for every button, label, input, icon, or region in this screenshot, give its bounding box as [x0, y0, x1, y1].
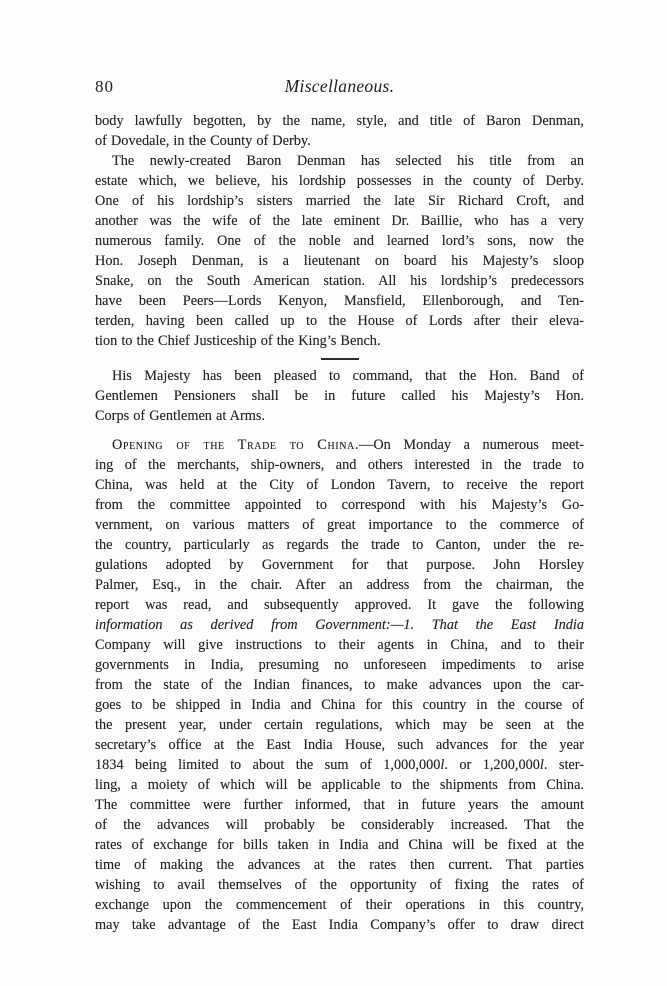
text-line: [95, 211, 584, 231]
text-segment: estate which, we believe, his lordship possesses in the county of Derby.: [95, 173, 584, 189]
text-segment: secretary’s office at the East India House, such advances for the year: [95, 737, 584, 754]
text-line: [95, 171, 584, 191]
text-line: [95, 755, 584, 775]
text-line: [95, 366, 584, 386]
text-line: [95, 515, 584, 535]
text-segment: time of making the advances at the rates then current. That parties: [95, 857, 584, 874]
text-segment: gulations adopted by Government for that purpose. John Horsley: [95, 557, 584, 574]
text-segment: . ster-: [543, 757, 584, 774]
text-line: [95, 775, 584, 795]
text-line: [95, 331, 584, 351]
text-line: [95, 895, 584, 915]
text-segment: ling, a moiety of which will be applicable to the shipments from China.: [95, 777, 584, 794]
text-line: [95, 815, 584, 835]
section-divider: [95, 351, 584, 366]
text-segment: One of his lordship’s sisters married the late Sir Richard Croft, and: [95, 193, 584, 209]
text-segment: —On Monday a numerous meet-: [359, 437, 584, 454]
text-line: [95, 735, 584, 755]
smallcaps-lead-in: Opening of the Trade to China.: [112, 437, 360, 454]
text-line: [95, 535, 584, 555]
text-segment: wishing to avail themselves of the opportunity of fixing the rates of: [95, 877, 584, 894]
text-segment: vernment, on various matters of great importance to the commerce of: [95, 517, 584, 534]
paragraph: [95, 151, 584, 351]
text-segment: exchange upon the commencement of their operations in this country,: [95, 897, 584, 914]
text-line: [95, 151, 584, 171]
text-line: [95, 915, 584, 935]
text-line: [95, 675, 584, 695]
paragraph: [95, 111, 584, 151]
text-line: [95, 271, 584, 291]
page-title: Miscellaneous.: [284, 76, 395, 96]
text-segment: Company will give instructions to their agents in China, and to their: [95, 637, 584, 654]
text-line: [95, 875, 584, 895]
text-line: [95, 495, 584, 515]
text-segment: Gentlemen Pensioners shall be in future called his Majesty’s Hon.: [95, 388, 584, 405]
paragraph: [95, 435, 584, 935]
text-segment: l: [539, 757, 544, 774]
text-line: [95, 855, 584, 875]
text-segment: governments in India, presuming no unforeseen impediments to arise: [95, 657, 584, 674]
text-segment: His Majesty has been pleased to command, that the Hon. Band of: [112, 368, 584, 385]
text-line: [95, 655, 584, 675]
text-segment: The committee were further informed, that in future years the amount: [95, 797, 584, 814]
text-segment: goes to be shipped in India and China for this country in the course of: [95, 697, 584, 714]
section-divider-rule: [321, 358, 359, 360]
text-segment: terden, having been called up to the House of Lords after their eleva-: [95, 313, 584, 329]
text-segment: of Dovedale, in the County of Derby.: [95, 133, 311, 149]
text-line: [95, 231, 584, 251]
text-line: [95, 191, 584, 211]
text-segment: tion to the Chief Justiceship of the King’s Bench.: [95, 333, 381, 349]
text-segment: body lawfully begotten, by the name, style, and title of Baron Denman,: [95, 113, 584, 129]
text-segment: the present year, under certain regulations, which may be seen at the: [95, 717, 584, 734]
text-segment: the country, particularly as regards the trade to Canton, under the re-: [95, 537, 584, 554]
text-segment: of the advances will probably be considerably increased. That the: [95, 817, 584, 834]
paragraph: [95, 366, 584, 426]
text-segment: 1834 being limited to about the sum of 1,000,000: [95, 757, 441, 774]
text-line: [95, 111, 584, 131]
text-segment: . or 1,200,000: [444, 757, 540, 774]
text-segment: Snake, on the South American station. All his lordship’s predecessors: [95, 273, 584, 289]
text-line: [95, 595, 584, 615]
text-line: [95, 311, 584, 331]
page-text: [95, 111, 584, 935]
text-line: [95, 406, 584, 426]
text-segment: may take advantage of the East India Company’s offer to draw direct: [95, 917, 584, 934]
text-line: [95, 695, 584, 715]
text-segment: l: [440, 757, 445, 774]
text-segment: report was read, and subsequently approved. It gave the following: [95, 597, 584, 614]
text-segment: numerous family. One of the noble and learned lord’s sons, now the: [95, 233, 584, 249]
text-segment: China, was held at the City of London Tavern, to receive the report: [95, 477, 584, 494]
text-line: [95, 715, 584, 735]
text-line: [95, 615, 584, 635]
text-segment: rates of exchange for bills taken in India and China will be fixed at the: [95, 837, 584, 854]
text-segment: another was the wife of the late eminent Dr. Baillie, who has a very: [95, 213, 584, 229]
text-line: [95, 795, 584, 815]
text-segment: The newly-created Baron Denman has selected his title from an: [112, 153, 584, 169]
running-head: [95, 76, 584, 100]
text-line: [95, 386, 584, 406]
page-number: 80: [95, 77, 114, 96]
text-line: [95, 555, 584, 575]
text-line: [95, 635, 584, 655]
text-line: [95, 435, 584, 455]
text-segment: from the state of the Indian finances, to make advances upon the car-: [95, 677, 584, 694]
text-line: [95, 475, 584, 495]
text-segment: have been Peers—Lords Kenyon, Mansfield, Ellenborough, and Ten-: [95, 293, 584, 309]
text-segment: ing of the merchants, ship-owners, and others interested in the trade to: [95, 457, 584, 474]
text-line: [95, 251, 584, 271]
text-segment: Palmer, Esq., in the chair. After an address from the chairman, the: [95, 577, 584, 594]
text-segment: information as derived from Government:—1. That the East India: [95, 617, 584, 634]
text-line: [95, 835, 584, 855]
text-line: [95, 291, 584, 311]
text-segment: Corps of Gentlemen at Arms.: [95, 408, 265, 425]
text-segment: Hon. Joseph Denman, is a lieutenant on board his Majesty’s sloop: [95, 253, 584, 269]
text-line: [95, 131, 584, 151]
text-line: [95, 455, 584, 475]
text-segment: from the committee appointed to correspond with his Majesty’s Go-: [95, 497, 584, 514]
text-line: [95, 575, 584, 595]
